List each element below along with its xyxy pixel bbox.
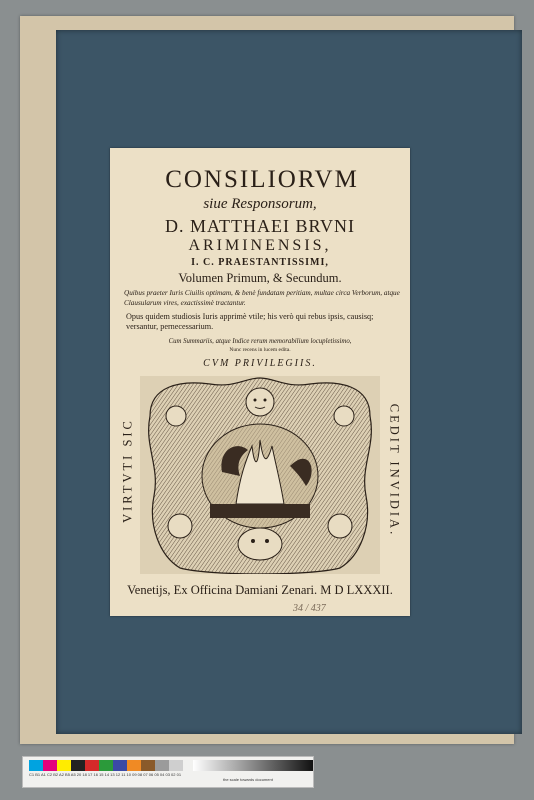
swatch-cyan xyxy=(29,760,43,771)
swatch-green xyxy=(99,760,113,771)
description-3: Cum Summariis, atque Indice rerum memorabilium locupletissimo, xyxy=(168,338,352,345)
swatch-brown xyxy=(141,760,155,771)
edition-note: Nunc recens in lucem edita. xyxy=(229,347,291,353)
volume-line: Volumen Primum, & Secundum. xyxy=(178,271,342,285)
swatch-red xyxy=(85,760,99,771)
printer-device-woodcut xyxy=(140,376,380,574)
swatch-black xyxy=(71,760,85,771)
motto-right: CEDIT INVIDIA. xyxy=(387,403,402,538)
colorbar-caption: the scale towards document xyxy=(223,777,273,782)
author-city: ARIMINENSIS, xyxy=(188,237,332,254)
handwritten-shelfmark: 34 / 437 xyxy=(293,603,326,614)
description-1: Quibus praeter Iuris Ciuilis optimam, & benè fundatam peritiam, multae circa Verborum, atque Clausularum vires, exactissimè tractantur. xyxy=(124,289,400,307)
description-2: Opus quidem studiosis Iuris apprimè vtile; his verò qui rebus ipsis, causisq; versantur, pernecessarium. xyxy=(126,312,374,331)
imprint-line: Venetijs, Ex Officina Damiani Zenari. M D LXXXII. xyxy=(127,583,393,597)
author-title: I. C. PRAESTANTISSIMI, xyxy=(191,257,329,268)
colorbar-labels: C1 B1 A1 C2 B2 A2 B5 A5 20 18 17 16 15 14 13 12 11 10 09 08 07 06 05 04 03 02 01 xyxy=(29,772,182,777)
swatch-magenta xyxy=(43,760,57,771)
privilege-line: CVM PRIVILEGIIS. xyxy=(203,358,317,369)
gray-scale-ramp xyxy=(193,760,313,771)
swatch-yellow xyxy=(57,760,71,771)
swatch-blue xyxy=(113,760,127,771)
swatch-orange xyxy=(127,760,141,771)
book-title: CONSILIORVM xyxy=(165,166,359,193)
book-subtitle: siue Responsorum, xyxy=(203,196,317,212)
color-calibration-bar xyxy=(22,756,314,788)
title-page xyxy=(110,148,410,616)
motto-left: VIRTVTI SIC xyxy=(120,418,135,523)
author-name: D. MATTHAEI BRVNI xyxy=(164,216,356,236)
swatch-gray xyxy=(155,760,169,771)
swatch-light-gray xyxy=(169,760,183,771)
